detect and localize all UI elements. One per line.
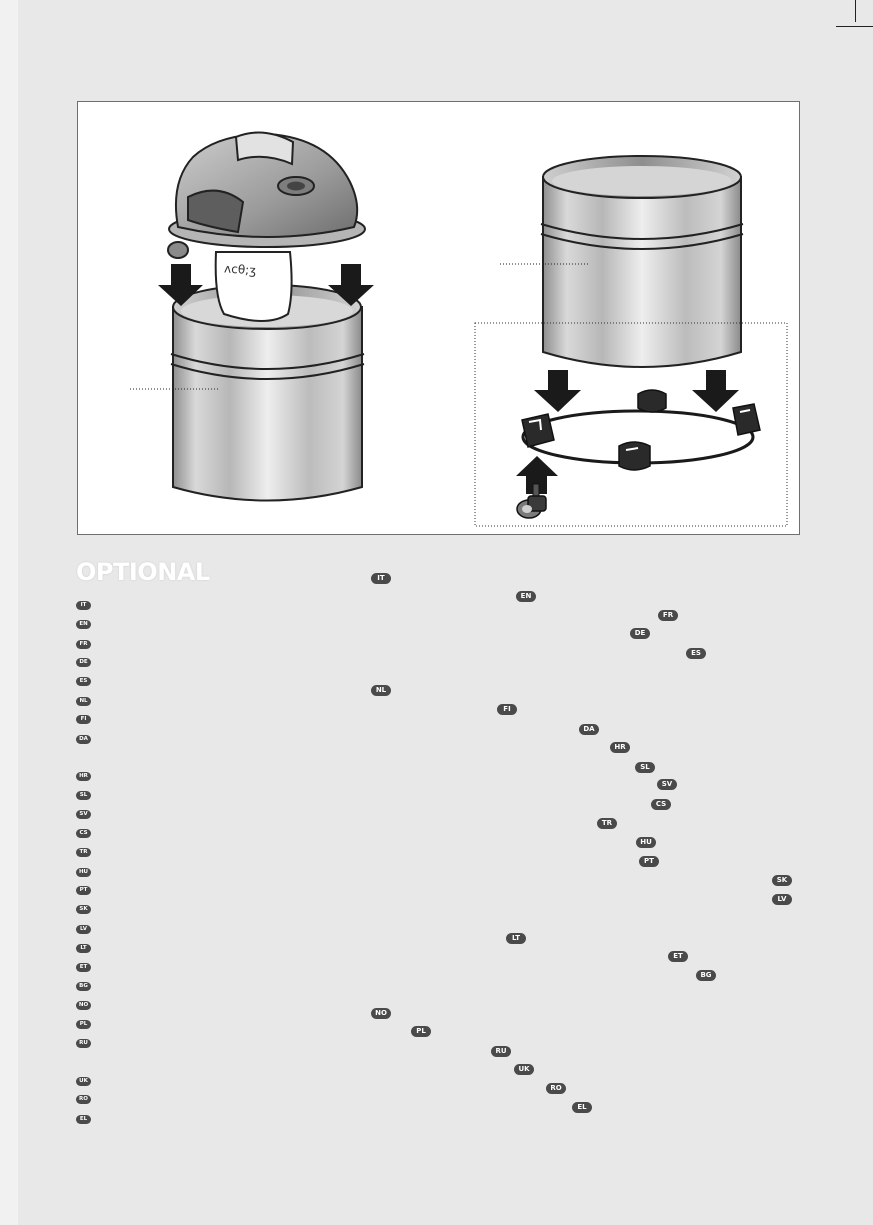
language-badge-no: NO <box>76 1001 91 1010</box>
language-badge-fi: FI <box>76 715 91 724</box>
language-badge-lv: LV <box>76 925 91 934</box>
inline-language-badge-fr: FR <box>658 610 678 621</box>
inline-language-badge-it: IT <box>371 573 391 584</box>
assembly-illustration <box>78 102 801 536</box>
inline-language-badge-es: ES <box>686 648 706 659</box>
language-badge-sl: SL <box>76 791 91 800</box>
inline-language-badge-hr: HR <box>610 742 630 753</box>
language-badge-nl: NL <box>76 697 91 706</box>
language-badge-sk: SK <box>76 905 91 914</box>
inline-language-badge-lv: LV <box>772 894 792 905</box>
inline-language-badge-ro: RO <box>546 1083 566 1094</box>
optional-title: OPTIONAL <box>76 558 210 586</box>
language-badge-tr: TR <box>76 848 91 857</box>
language-badge-el: EL <box>76 1115 91 1124</box>
language-badge-sv: SV <box>76 810 91 819</box>
inline-language-badge-el: EL <box>572 1102 592 1113</box>
page-margin-strip <box>0 0 18 1225</box>
right-drum <box>475 156 787 526</box>
language-badge-hu: HU <box>76 868 91 877</box>
language-badge-hr: HR <box>76 772 91 781</box>
inline-language-badge-lt: LT <box>506 933 526 944</box>
language-badge-da: DA <box>76 735 91 744</box>
inline-language-badge-sk: SK <box>772 875 792 886</box>
inline-language-badge-bg: BG <box>696 970 716 981</box>
inline-language-badge-sl: SL <box>635 762 655 773</box>
inline-language-badge-en: EN <box>516 591 536 602</box>
language-badge-ro: RO <box>76 1095 91 1104</box>
inline-language-badge-hu: HU <box>636 837 656 848</box>
inline-language-badge-no: NO <box>371 1008 391 1019</box>
inline-language-badge-pt: PT <box>639 856 659 867</box>
inline-language-badge-fi: FI <box>497 704 517 715</box>
language-badge-ru: RU <box>76 1039 91 1048</box>
language-badge-cs: CS <box>76 829 91 838</box>
inline-language-badge-uk: UK <box>514 1064 534 1075</box>
language-badge-uk: UK <box>76 1077 91 1086</box>
language-badge-en: EN <box>76 620 91 629</box>
inline-language-badge-pl: PL <box>411 1026 431 1037</box>
inline-language-badge-et: ET <box>668 951 688 962</box>
svg-text:ʌcθ;ʒ: ʌcθ;ʒ <box>223 261 257 278</box>
assembly-figure <box>77 101 800 535</box>
language-badge-et: ET <box>76 963 91 972</box>
language-badge-it: IT <box>76 601 91 610</box>
inline-language-badge-cs: CS <box>651 799 671 810</box>
inline-language-badge-sv: SV <box>657 779 677 790</box>
left-drum <box>130 133 374 501</box>
inline-language-badge-da: DA <box>579 724 599 735</box>
language-badge-bg: BG <box>76 982 91 991</box>
inline-language-badge-nl: NL <box>371 685 391 696</box>
crop-mark <box>836 26 873 27</box>
language-badge-pt: PT <box>76 886 91 895</box>
language-badge-pl: PL <box>76 1020 91 1029</box>
language-badge-es: ES <box>76 677 91 686</box>
language-badge-de: DE <box>76 658 91 667</box>
language-badge-fr: FR <box>76 640 91 649</box>
language-badge-lt: LT <box>76 944 91 953</box>
inline-language-badge-tr: TR <box>597 818 617 829</box>
crop-mark <box>855 0 856 22</box>
inline-language-badge-de: DE <box>630 628 650 639</box>
inline-language-badge-ru: RU <box>491 1046 511 1057</box>
